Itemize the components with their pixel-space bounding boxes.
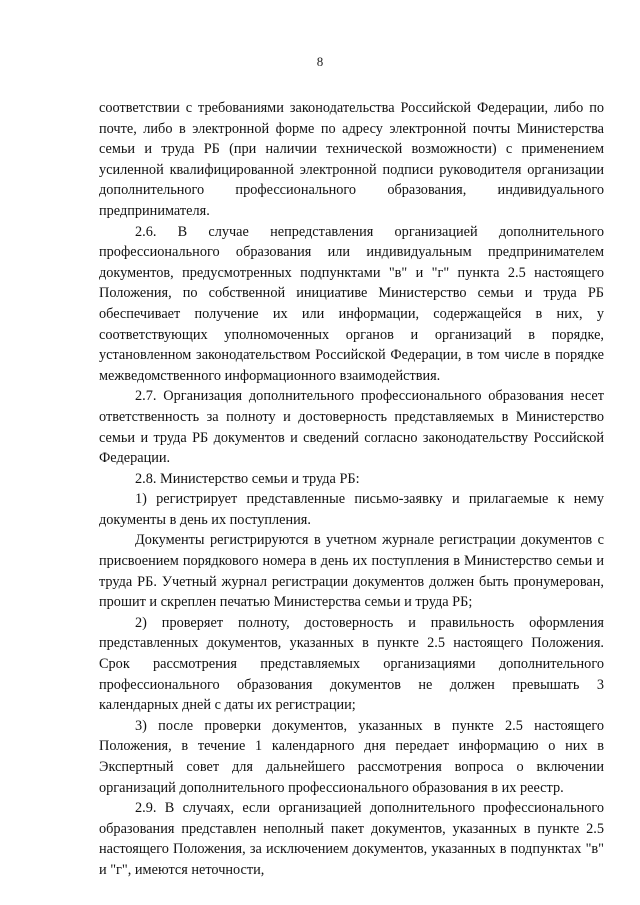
paragraph-2-9: 2.9. В случаях, если организацией дополнительного профессионального образования представлен неполный пакет документов, указанных в пункте 2.5 настоящего Положения, за исключением документов, указанных в подпунктах "в" и "г", имеются неточности, [99,800,604,878]
paragraph-2-8-item-2: 2) проверяет полноту, достоверность и правильность оформления представленных документов, указанных в пункте 2.5 настоящего Положения. Срок рассмотрения представляемых организациями дополнительного профессионального образования документов не должен превышать 3 календарных дней с даты их регистрации; [99,614,604,714]
paragraph-registration-journal: Документы регистрируются в учетном журнале регистрации документов с присвоением порядкового номера в день их поступления в Министерство семьи и труда РБ. Учетный журнал регистрации документов должен быть пронумерован, прошит и скреплен печатью Министерства семьи и труда РБ; [99,532,604,611]
paragraph-2-7: 2.7. Организация дополнительного профессионального образования несет ответственность за полноту и достоверность представляемых в Министерство семьи и труда РБ документов и сведений согласно законодательству Российской Федерации. [99,388,604,467]
document-body [99,98,604,881]
paragraph-2-8: 2.8. Министерство семьи и труда РБ: [135,470,360,487]
page-number: 8 [316,54,324,69]
paragraph-2-8-item-3: 3) после проверки документов, указанных в пункте 2.5 настоящего Положения, в течение 1 календарного дня передает информацию о них в Экспертный совет для дальнейшего рассмотрения вопроса о включении организаций дополнительного профессионального образования в их реестр. [99,717,604,796]
paragraph-continuation: соответствии с требованиями законодательства Российской Федерации, либо по почте, либо в электронной форме по адресу электронной почты Министерства семьи и труда РБ (при наличии технической возможности) с применением усиленной квалифицированной электронной подписи руководителя организации дополнительного профессионального образования, индивидуального предпринимателя. [99,100,604,219]
paragraph-2-8-item-1: 1) регистрирует представленные письмо-заявку и прилагаемые к нему документы в день их поступления. [99,491,604,528]
paragraph-2-6: 2.6. В случае непредставления организацией дополнительного профессионального образования или индивидуальным предпринимателем документов, предусмотренных подпунктами "в" и "г" пункта 2.5 настоящего Положения, по собственной инициативе Министерство семьи и труда РБ обеспечивает получение их или информации, содержащейся в них, у соответствующих уполномоченных органов и организаций в порядке, установленном законодательством Российской Федерации, в том числе в порядке межведомственного информационного взаимодействия. [99,223,604,384]
